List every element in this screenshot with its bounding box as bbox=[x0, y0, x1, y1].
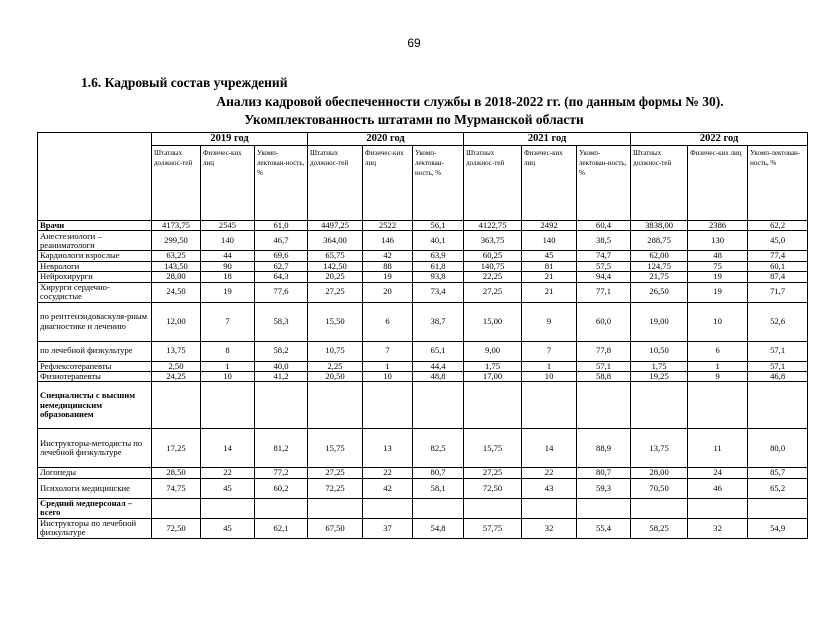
value-cell: 142,50 bbox=[308, 261, 363, 271]
value-cell bbox=[577, 498, 631, 518]
value-cell: 9 bbox=[522, 302, 577, 341]
value-cell bbox=[201, 382, 255, 429]
value-cell: 38,7 bbox=[413, 302, 464, 341]
value-cell: 27,25 bbox=[464, 282, 522, 302]
value-cell: 61,0 bbox=[255, 221, 308, 231]
value-cell: 9 bbox=[688, 372, 748, 382]
value-cell: 72,50 bbox=[152, 518, 201, 538]
table-row bbox=[38, 341, 808, 361]
value-cell: 2,50 bbox=[152, 361, 201, 371]
value-cell bbox=[464, 498, 522, 518]
value-cell: 58,3 bbox=[255, 302, 308, 341]
value-cell: 57,5 bbox=[577, 261, 631, 271]
column-subheader: Укомп-лектован-ность, % bbox=[748, 146, 808, 221]
year-header: 2022 год bbox=[631, 133, 808, 146]
value-cell: 65,2 bbox=[748, 478, 808, 498]
value-cell: 4122,75 bbox=[464, 221, 522, 231]
table-row bbox=[38, 361, 808, 371]
table-title-line1: Анализ кадровой обеспеченности службы в 2018-2022 гг. (по данным формы № 30). bbox=[216, 94, 724, 109]
year-header: 2021 год bbox=[464, 133, 631, 146]
value-cell: 26,50 bbox=[631, 282, 688, 302]
row-label: Нейрохирурги bbox=[38, 272, 152, 282]
value-cell: 7 bbox=[363, 341, 413, 361]
value-cell: 288,75 bbox=[631, 231, 688, 251]
row-label: Кардиологи взрослые bbox=[38, 251, 152, 261]
value-cell: 21 bbox=[522, 282, 577, 302]
value-cell: 19,25 bbox=[631, 372, 688, 382]
row-label: Средний медперсонал – всего bbox=[38, 498, 152, 518]
row-label: Логопеды bbox=[38, 468, 152, 478]
value-cell: 71,7 bbox=[748, 282, 808, 302]
value-cell: 75 bbox=[688, 261, 748, 271]
value-cell: 130 bbox=[688, 231, 748, 251]
value-cell: 88,9 bbox=[577, 429, 631, 468]
table-row bbox=[38, 282, 808, 302]
value-cell: 10,75 bbox=[308, 341, 363, 361]
table-row bbox=[38, 231, 808, 251]
value-cell: 124,75 bbox=[631, 261, 688, 271]
value-cell: 140 bbox=[201, 231, 255, 251]
row-label: Хирурги сердечно-сосудистые bbox=[38, 282, 152, 302]
value-cell: 60,0 bbox=[577, 302, 631, 341]
value-cell: 60,4 bbox=[577, 221, 631, 231]
value-cell: 15,75 bbox=[308, 429, 363, 468]
table-row bbox=[38, 468, 808, 478]
value-cell: 17,00 bbox=[464, 372, 522, 382]
value-cell: 60,1 bbox=[748, 261, 808, 271]
column-subheader: Укомп-лектован-ность, % bbox=[255, 146, 308, 221]
value-cell bbox=[201, 498, 255, 518]
page-number: 69 bbox=[407, 36, 421, 50]
value-cell: 38,5 bbox=[577, 231, 631, 251]
value-cell: 48,8 bbox=[413, 372, 464, 382]
value-cell: 77,6 bbox=[255, 282, 308, 302]
value-cell: 146 bbox=[363, 231, 413, 251]
year-header-row bbox=[38, 133, 808, 146]
value-cell: 81,2 bbox=[255, 429, 308, 468]
value-cell: 45,0 bbox=[748, 231, 808, 251]
column-subheader: Физичес-ких лиц bbox=[201, 146, 255, 221]
value-cell bbox=[308, 382, 363, 429]
value-cell: 42 bbox=[363, 251, 413, 261]
value-cell: 24,50 bbox=[152, 282, 201, 302]
value-cell: 80,0 bbox=[748, 429, 808, 468]
value-cell: 22 bbox=[201, 468, 255, 478]
value-cell: 27,25 bbox=[308, 282, 363, 302]
column-subheader: Физичес-ких лиц bbox=[363, 146, 413, 221]
value-cell: 74,75 bbox=[152, 478, 201, 498]
value-cell: 72,25 bbox=[308, 478, 363, 498]
value-cell: 2522 bbox=[363, 221, 413, 231]
value-cell: 77,4 bbox=[748, 251, 808, 261]
value-cell bbox=[363, 382, 413, 429]
value-cell bbox=[308, 498, 363, 518]
value-cell: 57,1 bbox=[577, 361, 631, 371]
value-cell: 7 bbox=[201, 302, 255, 341]
value-cell bbox=[413, 498, 464, 518]
column-subheader: Укомп-лектован-ность, % bbox=[577, 146, 631, 221]
value-cell: 21,75 bbox=[631, 272, 688, 282]
value-cell bbox=[255, 498, 308, 518]
table-row bbox=[38, 429, 808, 468]
value-cell: 27,25 bbox=[308, 468, 363, 478]
value-cell bbox=[631, 382, 688, 429]
table-row bbox=[38, 518, 808, 538]
value-cell: 22 bbox=[363, 468, 413, 478]
value-cell: 1 bbox=[363, 361, 413, 371]
value-cell: 63,9 bbox=[413, 251, 464, 261]
column-subheader: Укомп-лектован-ность, % bbox=[413, 146, 464, 221]
value-cell: 52,6 bbox=[748, 302, 808, 341]
section-title: 1.6. Кадровый состав учреждений bbox=[81, 75, 288, 90]
value-cell: 363,75 bbox=[464, 231, 522, 251]
value-cell bbox=[152, 498, 201, 518]
year-header: 2019 год bbox=[152, 133, 308, 146]
value-cell: 74,7 bbox=[577, 251, 631, 261]
value-cell: 15,00 bbox=[464, 302, 522, 341]
value-cell: 7 bbox=[522, 341, 577, 361]
value-cell: 2,25 bbox=[308, 361, 363, 371]
value-cell: 46,8 bbox=[748, 372, 808, 382]
value-cell: 19 bbox=[688, 282, 748, 302]
value-cell: 72,50 bbox=[464, 478, 522, 498]
row-label: Специалисты с высшим немедицинским образованием bbox=[38, 382, 152, 429]
value-cell: 59,3 bbox=[577, 478, 631, 498]
value-cell: 46 bbox=[688, 478, 748, 498]
subheader-row bbox=[38, 146, 808, 221]
row-label: Рефлексотерапевты bbox=[38, 361, 152, 371]
row-label: Врачи bbox=[38, 221, 152, 231]
value-cell: 54,8 bbox=[413, 518, 464, 538]
value-cell: 62,2 bbox=[748, 221, 808, 231]
value-cell: 58,25 bbox=[631, 518, 688, 538]
value-cell: 46,7 bbox=[255, 231, 308, 251]
value-cell: 6 bbox=[363, 302, 413, 341]
value-cell: 60,25 bbox=[464, 251, 522, 261]
value-cell: 45 bbox=[201, 478, 255, 498]
row-label: Психологи медицинские bbox=[38, 478, 152, 498]
value-cell: 73,4 bbox=[413, 282, 464, 302]
value-cell: 41,2 bbox=[255, 372, 308, 382]
table-row bbox=[38, 372, 808, 382]
table-row bbox=[38, 498, 808, 518]
value-cell: 80,7 bbox=[577, 468, 631, 478]
value-cell: 61,8 bbox=[413, 261, 464, 271]
value-cell: 69,6 bbox=[255, 251, 308, 261]
value-cell: 62,00 bbox=[631, 251, 688, 261]
row-label: по рентгенэндоваскуля-рным диагностике и лечению bbox=[38, 302, 152, 341]
value-cell: 1 bbox=[688, 361, 748, 371]
staffing-table bbox=[37, 132, 808, 539]
value-cell: 6 bbox=[688, 341, 748, 361]
table-row bbox=[38, 302, 808, 341]
value-cell: 140 bbox=[522, 231, 577, 251]
column-subheader: Штатных должнос-тей bbox=[464, 146, 522, 221]
value-cell: 87,4 bbox=[748, 272, 808, 282]
value-cell: 32 bbox=[522, 518, 577, 538]
value-cell: 17,25 bbox=[152, 429, 201, 468]
value-cell: 1 bbox=[522, 361, 577, 371]
value-cell: 85,7 bbox=[748, 468, 808, 478]
value-cell: 28,00 bbox=[631, 468, 688, 478]
value-cell: 94,4 bbox=[577, 272, 631, 282]
value-cell: 82,5 bbox=[413, 429, 464, 468]
value-cell: 65,1 bbox=[413, 341, 464, 361]
value-cell: 2386 bbox=[688, 221, 748, 231]
value-cell: 13 bbox=[363, 429, 413, 468]
table-row bbox=[38, 251, 808, 261]
value-cell: 11 bbox=[688, 429, 748, 468]
value-cell: 93,8 bbox=[413, 272, 464, 282]
table-row bbox=[38, 221, 808, 231]
value-cell: 43 bbox=[522, 478, 577, 498]
value-cell bbox=[688, 498, 748, 518]
column-subheader: Физичес-ких лиц bbox=[688, 146, 748, 221]
column-subheader: Штатных должнос-тей bbox=[152, 146, 201, 221]
value-cell bbox=[363, 498, 413, 518]
value-cell: 55,4 bbox=[577, 518, 631, 538]
value-cell bbox=[748, 382, 808, 429]
value-cell: 15,50 bbox=[308, 302, 363, 341]
value-cell: 14 bbox=[201, 429, 255, 468]
value-cell: 77,8 bbox=[577, 341, 631, 361]
value-cell: 64,3 bbox=[255, 272, 308, 282]
value-cell: 19 bbox=[201, 282, 255, 302]
value-cell: 8 bbox=[201, 341, 255, 361]
value-cell: 2492 bbox=[522, 221, 577, 231]
value-cell: 24,25 bbox=[152, 372, 201, 382]
row-label: по лечебной физкультуре bbox=[38, 341, 152, 361]
value-cell: 44 bbox=[201, 251, 255, 261]
value-cell: 27,25 bbox=[464, 468, 522, 478]
column-subheader: Штатных должнос-тей bbox=[308, 146, 363, 221]
value-cell bbox=[522, 382, 577, 429]
row-label: Анестезиологи – реаниматологи bbox=[38, 231, 152, 251]
value-cell: 22 bbox=[522, 468, 577, 478]
value-cell: 57,75 bbox=[464, 518, 522, 538]
value-cell: 65,75 bbox=[308, 251, 363, 261]
value-cell: 56,1 bbox=[413, 221, 464, 231]
value-cell: 4173,75 bbox=[152, 221, 201, 231]
table-row bbox=[38, 261, 808, 271]
table-title-line2: Укомплектованность штатами по Мурманской области bbox=[244, 112, 584, 127]
value-cell bbox=[688, 382, 748, 429]
value-cell: 32 bbox=[688, 518, 748, 538]
value-cell: 12,00 bbox=[152, 302, 201, 341]
row-label: Неврологи bbox=[38, 261, 152, 271]
value-cell: 45 bbox=[201, 518, 255, 538]
value-cell: 77,2 bbox=[255, 468, 308, 478]
value-cell: 4497,25 bbox=[308, 221, 363, 231]
value-cell: 42 bbox=[363, 478, 413, 498]
value-cell: 44,4 bbox=[413, 361, 464, 371]
value-cell: 21 bbox=[522, 272, 577, 282]
value-cell: 20,50 bbox=[308, 372, 363, 382]
value-cell: 19 bbox=[363, 272, 413, 282]
value-cell: 20 bbox=[363, 282, 413, 302]
value-cell: 10 bbox=[201, 372, 255, 382]
table-body bbox=[38, 221, 808, 539]
value-cell: 90 bbox=[201, 261, 255, 271]
value-cell: 1 bbox=[201, 361, 255, 371]
value-cell: 81 bbox=[522, 261, 577, 271]
value-cell: 63,25 bbox=[152, 251, 201, 261]
value-cell: 54,9 bbox=[748, 518, 808, 538]
value-cell: 14 bbox=[522, 429, 577, 468]
value-cell: 37 bbox=[363, 518, 413, 538]
value-cell: 10,50 bbox=[631, 341, 688, 361]
value-cell: 13,75 bbox=[152, 341, 201, 361]
value-cell bbox=[577, 382, 631, 429]
value-cell: 10 bbox=[522, 372, 577, 382]
value-cell: 24 bbox=[688, 468, 748, 478]
value-cell: 19 bbox=[688, 272, 748, 282]
value-cell: 140,75 bbox=[464, 261, 522, 271]
value-cell: 10 bbox=[363, 372, 413, 382]
value-cell bbox=[522, 498, 577, 518]
column-subheader: Штатных должнос-тей bbox=[631, 146, 688, 221]
value-cell: 19,00 bbox=[631, 302, 688, 341]
value-cell: 15,75 bbox=[464, 429, 522, 468]
value-cell: 9,00 bbox=[464, 341, 522, 361]
year-header: 2020 год bbox=[308, 133, 464, 146]
row-label: Физиотерапевты bbox=[38, 372, 152, 382]
value-cell bbox=[152, 382, 201, 429]
value-cell: 22,25 bbox=[464, 272, 522, 282]
value-cell: 62,1 bbox=[255, 518, 308, 538]
value-cell: 48 bbox=[688, 251, 748, 261]
value-cell: 57,1 bbox=[748, 341, 808, 361]
value-cell: 143,50 bbox=[152, 261, 201, 271]
value-cell: 58,8 bbox=[577, 372, 631, 382]
value-cell: 67,50 bbox=[308, 518, 363, 538]
table-row bbox=[38, 272, 808, 282]
value-cell: 58,1 bbox=[413, 478, 464, 498]
table-row bbox=[38, 478, 808, 498]
column-subheader: Физичес-ких лиц bbox=[522, 146, 577, 221]
value-cell: 1,75 bbox=[631, 361, 688, 371]
value-cell: 2545 bbox=[201, 221, 255, 231]
value-cell: 28,00 bbox=[152, 272, 201, 282]
value-cell: 62,7 bbox=[255, 261, 308, 271]
value-cell: 40,0 bbox=[255, 361, 308, 371]
value-cell bbox=[464, 382, 522, 429]
value-cell: 77,1 bbox=[577, 282, 631, 302]
value-cell bbox=[631, 498, 688, 518]
value-cell: 80,7 bbox=[413, 468, 464, 478]
value-cell: 60,2 bbox=[255, 478, 308, 498]
corner-cell bbox=[38, 133, 152, 221]
value-cell: 88 bbox=[363, 261, 413, 271]
value-cell: 28,50 bbox=[152, 468, 201, 478]
value-cell bbox=[748, 498, 808, 518]
value-cell: 364,00 bbox=[308, 231, 363, 251]
row-label: Инструкторы-методисты по лечебной физкультуре bbox=[38, 429, 152, 468]
table-row bbox=[38, 382, 808, 429]
value-cell: 10 bbox=[688, 302, 748, 341]
value-cell bbox=[255, 382, 308, 429]
value-cell: 58,2 bbox=[255, 341, 308, 361]
value-cell: 40,1 bbox=[413, 231, 464, 251]
value-cell: 57,1 bbox=[748, 361, 808, 371]
row-label: Инструкторы по лечебной физкультуре bbox=[38, 518, 152, 538]
value-cell: 3838,00 bbox=[631, 221, 688, 231]
value-cell: 45 bbox=[522, 251, 577, 261]
value-cell: 20,25 bbox=[308, 272, 363, 282]
value-cell: 70,50 bbox=[631, 478, 688, 498]
value-cell: 299,50 bbox=[152, 231, 201, 251]
value-cell: 1,75 bbox=[464, 361, 522, 371]
value-cell bbox=[413, 382, 464, 429]
value-cell: 13,75 bbox=[631, 429, 688, 468]
value-cell: 18 bbox=[201, 272, 255, 282]
